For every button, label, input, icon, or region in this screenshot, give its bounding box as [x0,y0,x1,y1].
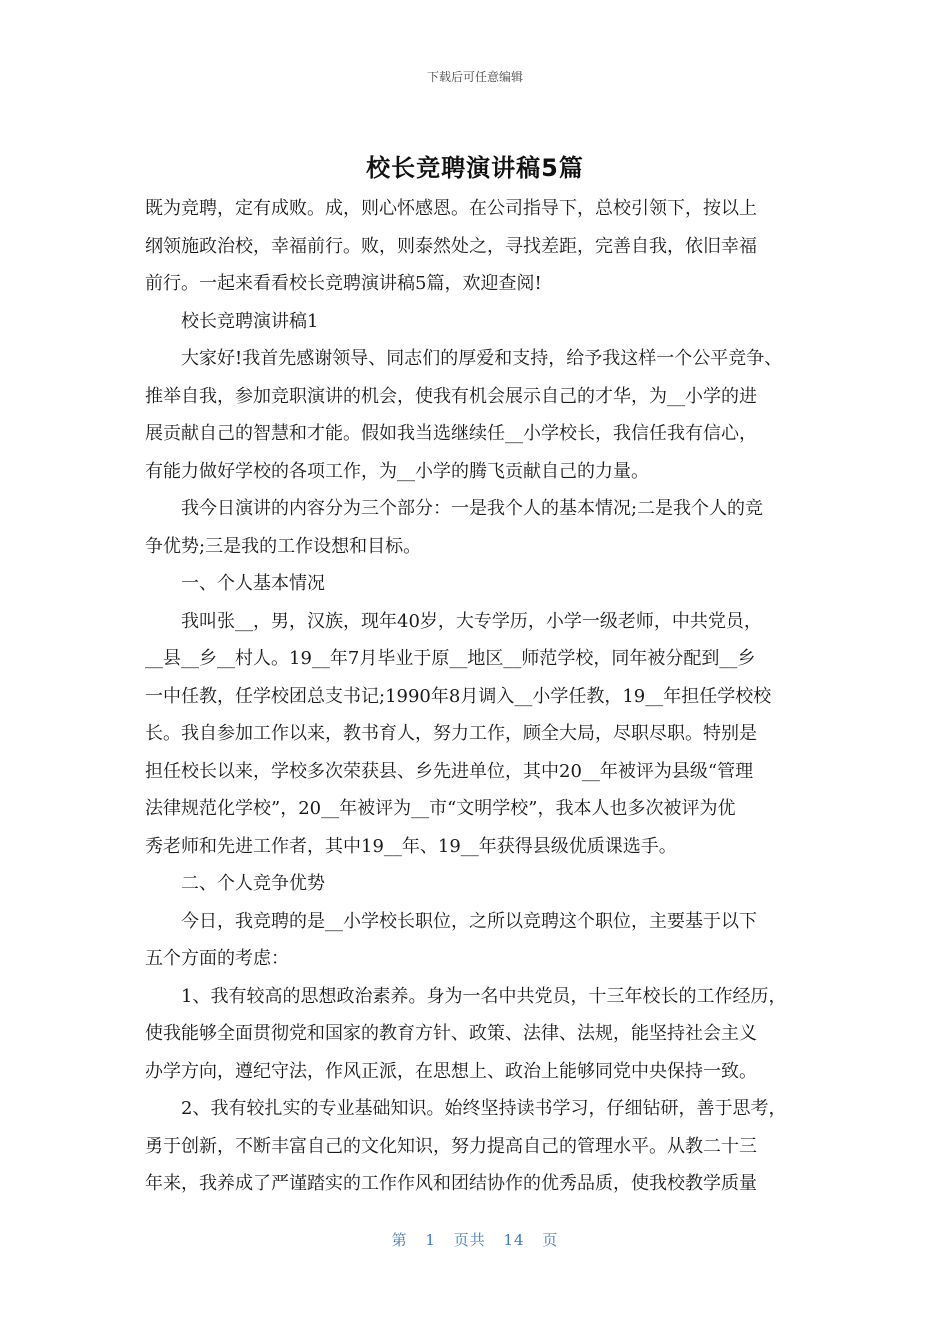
text-line: 有能力做好学校的各项工作，为__小学的腾飞贡献自己的力量。 [145,460,649,482]
text-line: 担任校长以来，学校多次荣获县、乡先进单位，其中20__年被评为县级“管理 [145,760,754,782]
text-line: 纲领施政治校，幸福前行。败，则泰然处之，寻找差距，完善自我，依旧幸福 [145,235,757,257]
text-line: 推举自我，参加竞职演讲的机会，使我有机会展示自己的才华，为__小学的进 [145,385,757,407]
text-line: 法律规范化学校”，20__年被评为__市“文明学校”，我本人也多次被评为优 [145,798,736,819]
text-line: 二、个人竞争优势 [181,873,325,894]
text-line: 勇于创新，不断丰富自己的文化知识，努力提高自己的管理水平。从教二十三 [145,1135,757,1157]
page-header: 下载后可任意编辑 [426,70,523,84]
text-line: __县__乡__村人。19__年7月毕业于原__地区__师范学校，同年被分配到__乡 [145,648,756,669]
text-line: 今日，我竞聘的是__小学校长职位，之所以竞聘这个职位，主要基于以下 [181,910,757,932]
page-footer [0,1229,950,1250]
text-line: 一中任教，任学校团总支书记;1990年8月调入__小学任教，19__年担任学校校 [145,685,772,707]
footer-page-number: 1 [425,1231,436,1249]
text-line: 前行。一起来看看校长竞聘演讲稿5篇，欢迎查阅! [145,273,542,294]
text-line: 1、我有较高的思想政治素养。身为一名中共党员，十三年校长的工作经历， [181,985,787,1007]
text-line: 年来，我养成了严谨踏实的工作作风和团结协作的优秀品质，使我校教学质量 [145,1173,757,1194]
footer-total-pages: 14 [503,1231,525,1249]
text-line: 大家好!我首先感谢领导、同志们的厚爱和支持，给予我这样一个公平竞争、 [181,348,783,369]
document-body [145,190,810,1203]
text-line: 办学方向，遵纪守法，作风正派，在思想上、政治上能够同党中央保持一致。 [145,1060,757,1082]
footer-prefix: 第 [391,1231,408,1249]
text-line: 争优势;三是我的工作设想和目标。 [145,535,422,557]
text-line: 校长竞聘演讲稿1 [181,310,319,332]
footer-suffix: 页 [542,1231,559,1249]
text-line: 长。我自参加工作以来，教书育人，努力工作，顾全大局，尽职尽职。特别是 [145,723,757,744]
text-line: 秀老师和先进工作者，其中19__年、19__年获得县级优质课选手。 [145,835,677,857]
text-line: 我今日演讲的内容分为三个部分：一是我个人的基本情况;二是我个人的竞 [181,498,764,519]
text-line: 使我能够全面贯彻党和国家的教育方针、政策、法律、法规，能坚持社会主义 [145,1023,757,1044]
text-line: 我叫张__，男，汉族，现年40岁，大专学历，小学一级老师，中共党员， [181,610,762,632]
document-title: 校长竞聘演讲稿5篇 [366,154,584,182]
footer-middle: 页共 [453,1231,486,1249]
text-line: 既为竞聘，定有成败。成，则心怀感恩。在公司指导下，总校引领下，按以上 [145,198,757,219]
text-line: 2、我有较扎实的专业基础知识。始终坚持读书学习，仔细钻研，善于思考， [181,1098,787,1119]
text-line: 五个方面的考虑： [145,948,289,969]
text-line: 展贡献自己的智慧和才能。假如我当选继续任__小学校长，我信任我有信心， [145,423,757,444]
text-line: 一、个人基本情况 [181,573,325,594]
